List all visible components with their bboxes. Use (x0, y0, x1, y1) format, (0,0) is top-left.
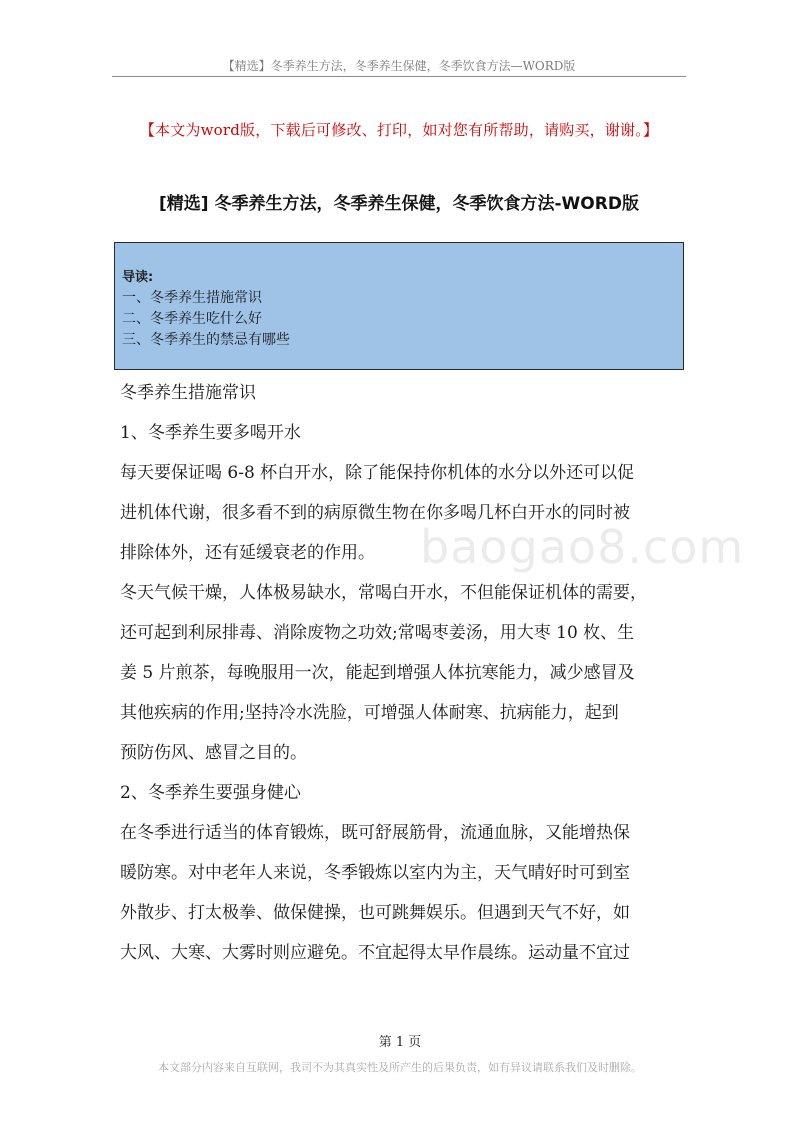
paragraph-line: 外散步、打太极拳、做保健操，也可跳舞娱乐。但遇到天气不好，如 (120, 903, 630, 923)
subheading-water: 1、冬季养生要多喝开水 (120, 423, 301, 443)
paragraph-line: 暖防寒。对中老年人来说，冬季锻炼以室内为主，天气晴好时可到室 (120, 863, 630, 883)
body-content (120, 378, 682, 969)
footer-disclaimer: 本文部分内容来自互联网，我司不为其真实性及所产生的后果负责，如有异议请联系我们及时删除。 (158, 1061, 642, 1074)
watermark: baogao8.com (420, 520, 745, 574)
header-divider (112, 76, 686, 77)
guide-label: 导读: (122, 270, 154, 285)
paragraph-line: 其他疾病的作用;坚持冷水洗脸，可增强人体耐寒、抗病能力，起到 (120, 703, 619, 723)
paragraph-line: 大风、大寒、大雾时则应避免。不宜起得太早作晨练。运动量不宜过 (120, 943, 630, 963)
paragraph-line: 每天要保证喝 6-8 杯白开水，除了能保持你机体的水分以外还可以促 (120, 463, 635, 483)
paragraph-line: 预防伤风、感冒之目的。 (120, 743, 307, 763)
paragraph-line: 进机体代谢，很多看不到的病原微生物在你多喝几杯白开水的同时被 (120, 503, 630, 523)
paragraph-line: 姜 5 片煎茶，每晚服用一次，能起到增强人体抗寒能力，减少感冒及 (120, 663, 635, 683)
paragraph-line: 冬天气候干燥，人体极易缺水，常喝白开水，不但能保证机体的需要， (120, 583, 647, 603)
paragraph-line: 还可起到利尿排毒、消除废物之功效;常喝枣姜汤，用大枣 10 枚、生 (120, 623, 635, 643)
page-number: 第 1 页 (378, 1035, 422, 1050)
paragraph-line: 排除体外，还有延缓衰老的作用。 (120, 543, 375, 563)
word-version-notice: 【本文为word版，下载后可修改、打印，如对您有所帮助，请购买，谢谢。】 (139, 121, 659, 139)
document-title: [精选] 冬季养生方法，冬季养生保健，冬季饮食方法-WORD版 (159, 194, 639, 214)
running-header: 【精选】冬季养生方法，冬季养生保健，冬季饮食方法—WORD版 (222, 59, 576, 73)
guide-box (114, 242, 684, 370)
section-title: 冬季养生措施常识 (120, 383, 256, 403)
guide-item: 三、冬季养生的禁忌有哪些 (122, 332, 290, 348)
paragraph-line: 在冬季进行适当的体育锻炼，既可舒展筋骨，流通血脉，又能增热保 (120, 823, 630, 843)
guide-item: 二、冬季养生吃什么好 (122, 311, 262, 327)
guide-item: 一、冬季养生措施常识 (122, 290, 262, 306)
subheading-exercise: 2、冬季养生要强身健心 (120, 783, 301, 803)
